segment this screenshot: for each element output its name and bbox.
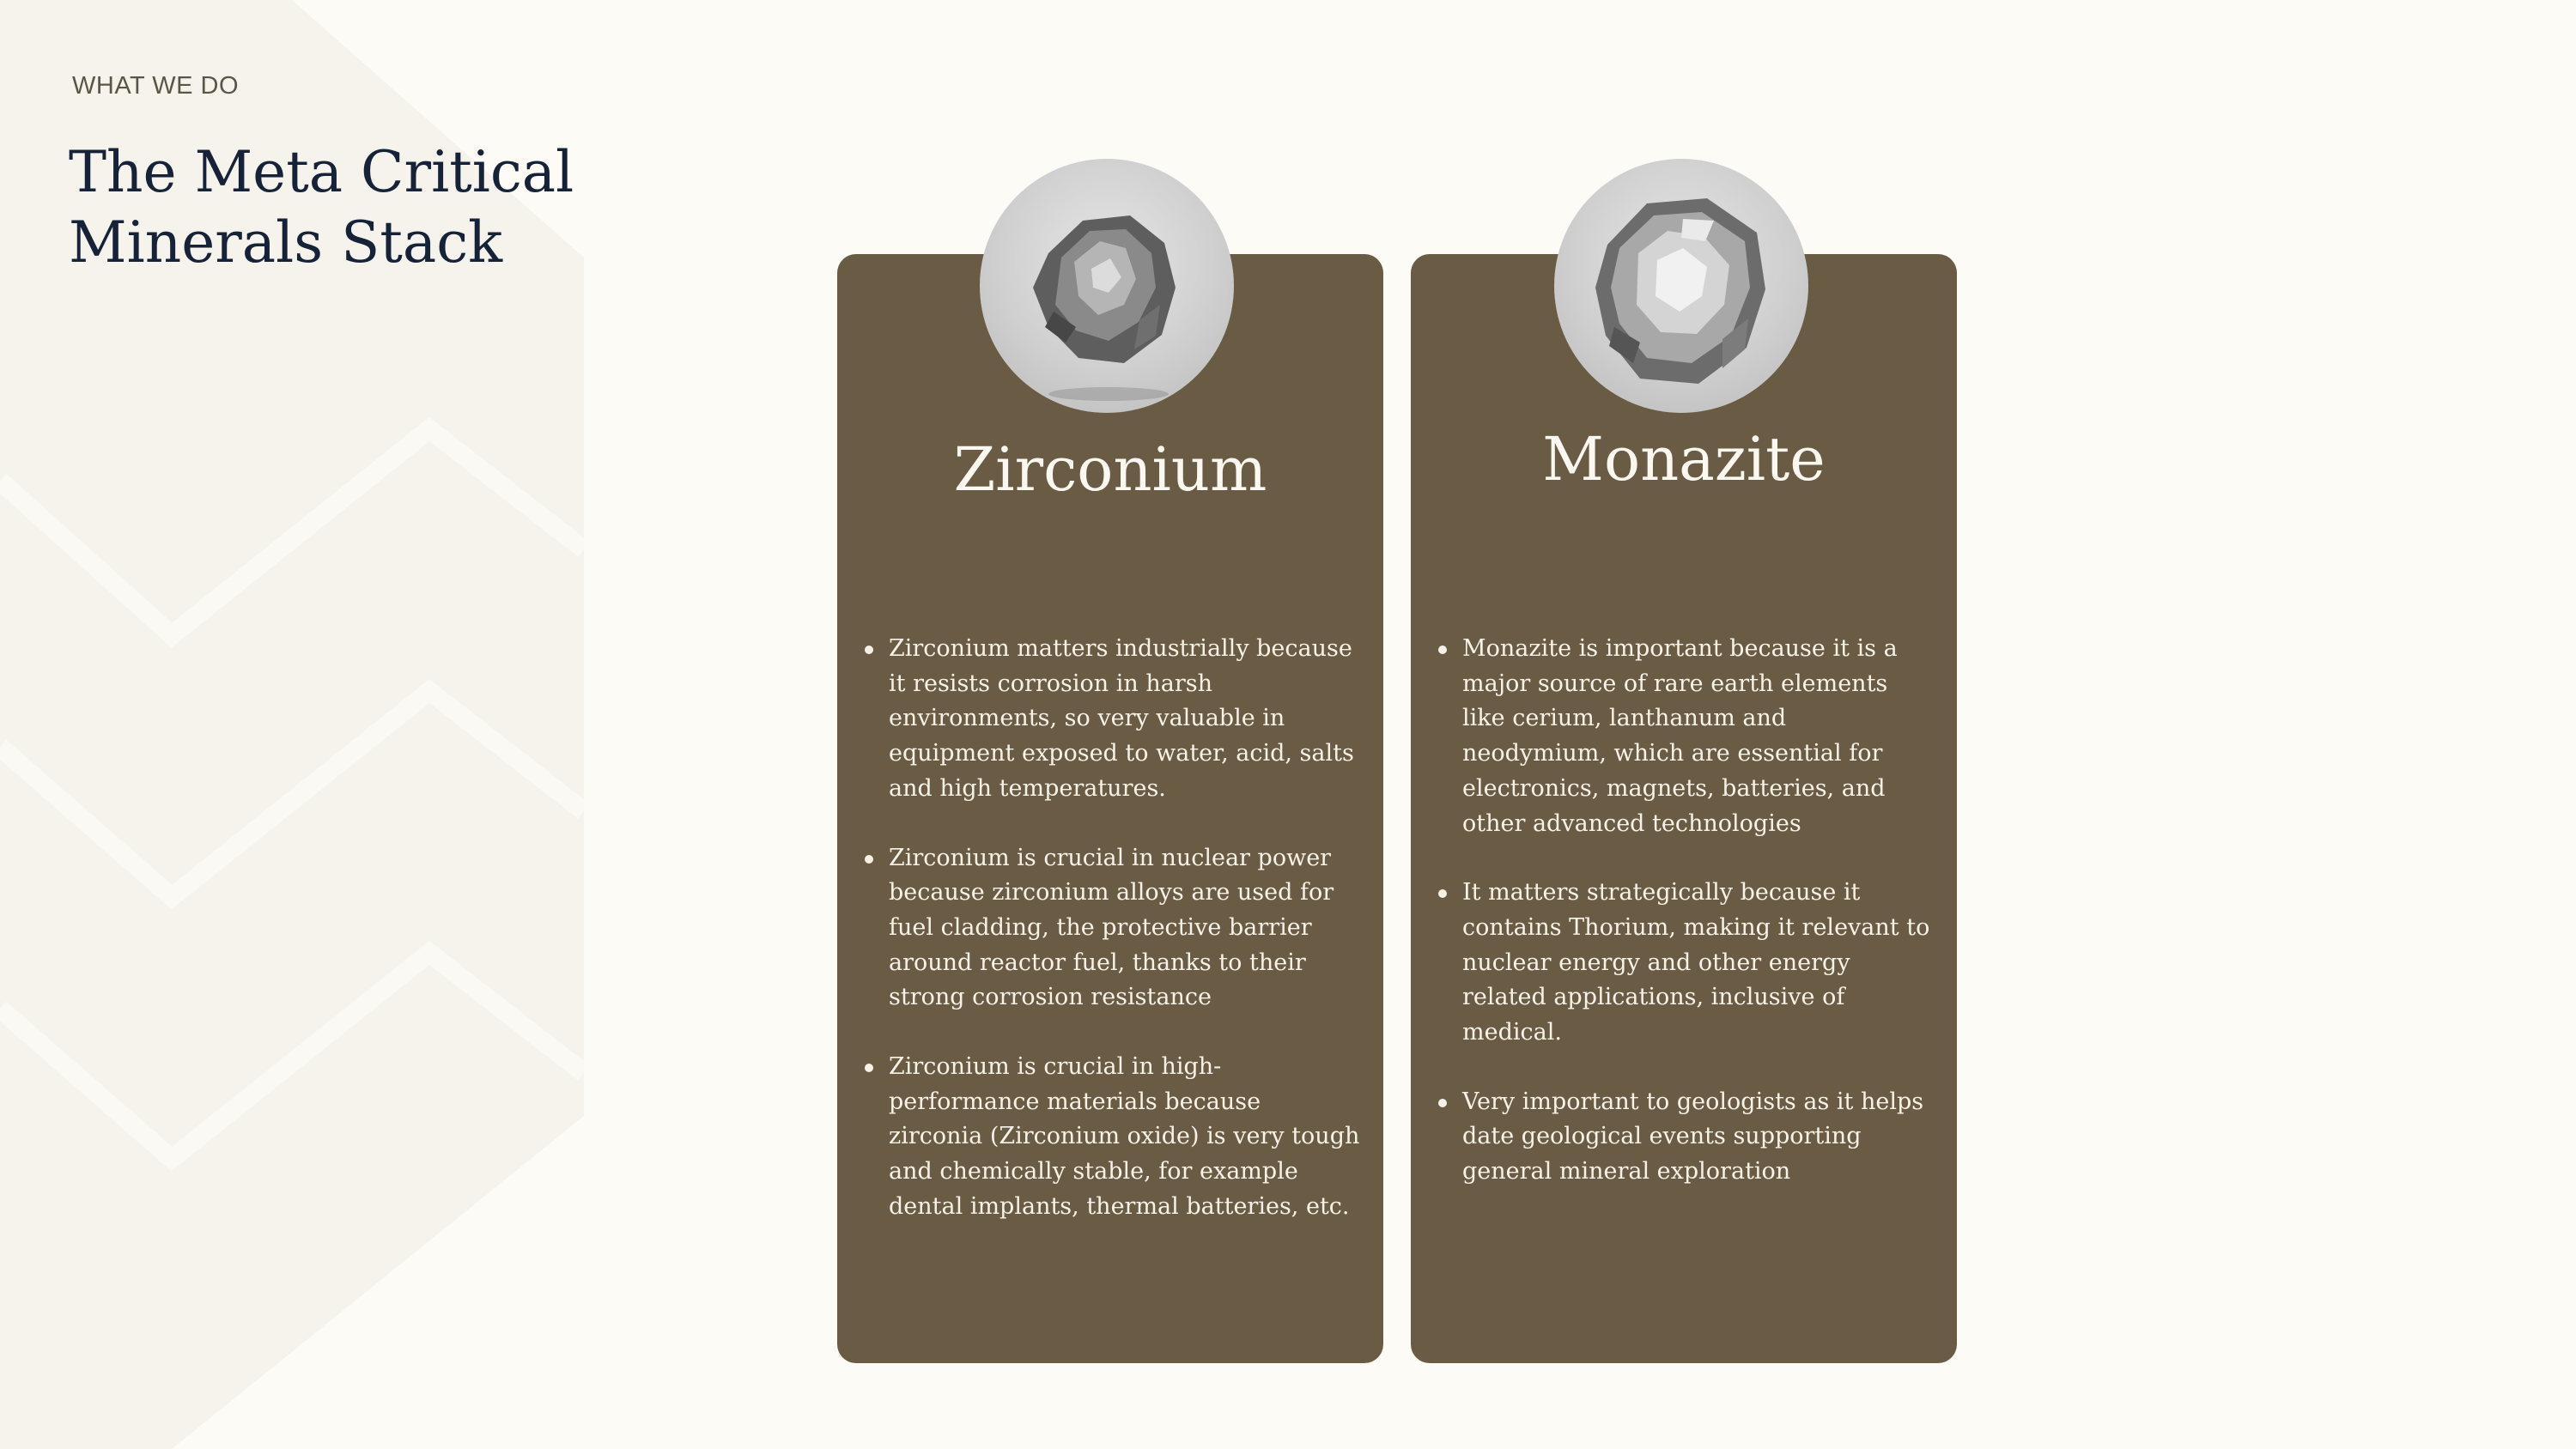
bullet-list bbox=[863, 632, 1361, 1259]
card-monazite bbox=[1411, 254, 1957, 1363]
page-title: The Meta Critical Minerals Stack bbox=[69, 139, 574, 276]
list-item: Very important to geologists as it helps date geological events supporting general mineral exploration bbox=[1437, 1085, 1935, 1190]
section-eyebrow: WHAT WE DO bbox=[72, 72, 240, 100]
card-zirconium bbox=[837, 254, 1383, 1363]
monazite-rock-photo bbox=[1554, 159, 1808, 413]
card-title: Monazite bbox=[1542, 424, 1826, 494]
bullet-list bbox=[1437, 632, 1935, 1224]
list-item: Monazite is important because it is a major source of rare earth elements like cerium, lanthanum and neodymium, which are essential for electronics, magnets, batteries, and other advanced technologies bbox=[1437, 632, 1935, 841]
card-title: Zirconium bbox=[953, 434, 1267, 505]
list-item: Zirconium matters industrially because it resists corrosion in harsh environments, so very valuable in equipment exposed to water, acid, salts and high temperatures. bbox=[863, 632, 1361, 807]
list-item: Zirconium is crucial in high-performance materials because zirconia (Zirconium oxide) is very tough and chemically stable, for example dental implants, thermal batteries, etc. bbox=[863, 1050, 1361, 1225]
zirconium-rock-photo bbox=[980, 159, 1234, 413]
list-item: Zirconium is crucial in nuclear power because zirconium alloys are used for fuel cladding, the protective barrier around reactor fuel, thanks to their strong corrosion resistance bbox=[863, 841, 1361, 1016]
list-item: It matters strategically because it contains Thorium, making it relevant to nuclear energy and other energy related applications, inclusive of medical. bbox=[1437, 876, 1935, 1051]
